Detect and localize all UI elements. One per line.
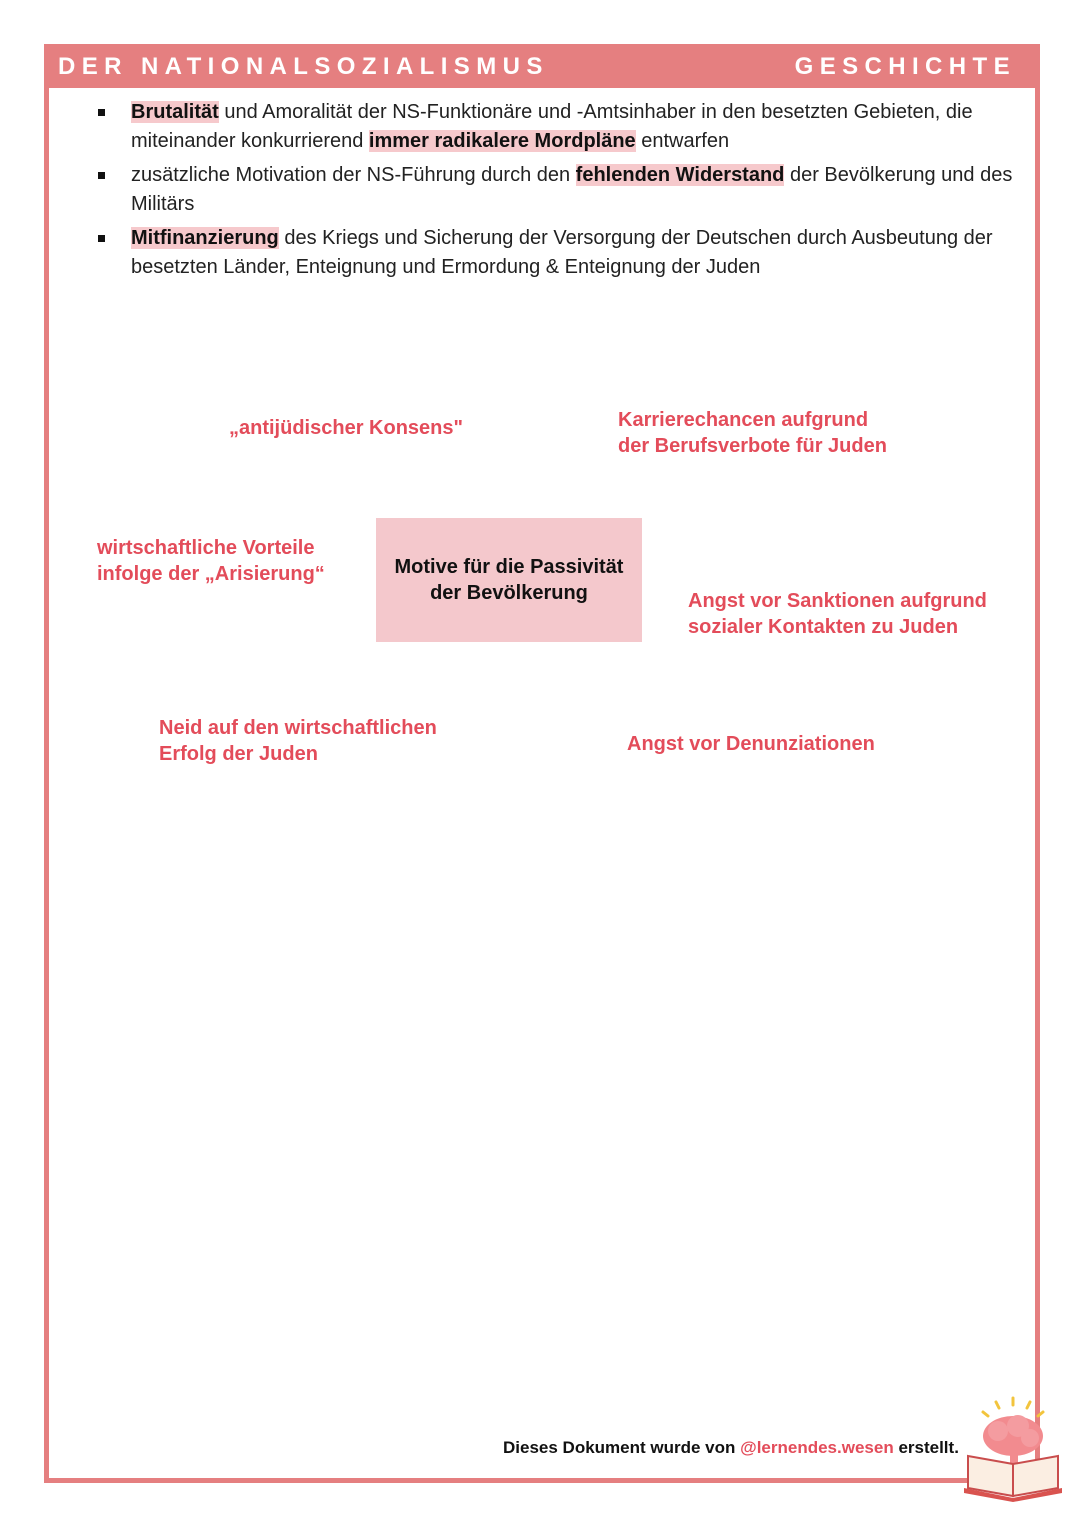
- mindmap-center: [376, 518, 642, 642]
- bullet-list: [96, 98, 1016, 287]
- motive-wirtschaft-line1: wirtschaftliche Vorteile: [97, 537, 315, 559]
- bullet-text: und Amoralität der NS-Funktionäre und -Amtsinhaber in den besetzten Gebieten, die miteinander konkurrierend: [131, 101, 973, 152]
- header-title-left: DER NATIONALSOZIALISMUS: [58, 53, 549, 80]
- footer-suffix: erstellt.: [893, 1438, 959, 1457]
- motive-neid: [159, 715, 437, 767]
- highlight-text: Mitfinanzierung: [131, 227, 279, 249]
- motive-karriere: [618, 407, 887, 459]
- bullet-square-icon: [98, 172, 105, 179]
- motive-konsens-text: „antijüdischer Konsens": [229, 417, 463, 439]
- motive-denunziation: [627, 731, 875, 757]
- motive-karriere-line2: der Berufsverbote für Juden: [618, 435, 887, 457]
- bullet-item: [96, 98, 1016, 156]
- motive-karriere-line1: Karrierechancen aufgrund: [618, 409, 869, 431]
- bullet-text: zusätzliche Motivation der NS-Führung durch den: [131, 164, 576, 186]
- footer-credit: [503, 1438, 959, 1458]
- motive-wirtschaft: [97, 535, 325, 587]
- motive-konsens: [229, 415, 463, 441]
- motive-denunziation-text: Angst vor Denunziationen: [627, 733, 875, 755]
- bullet-text: der Bevölkerung und des Militärs: [131, 164, 1013, 215]
- footer-handle-link[interactable]: @lernendes.wesen: [740, 1438, 894, 1457]
- brain-book-logo-icon: [958, 1396, 1068, 1502]
- motive-sanktionen-line2: sozialer Kontakten zu Juden: [688, 616, 959, 638]
- footer-prefix: Dieses Dokument wurde von: [503, 1438, 741, 1457]
- bullet-text: entwarfen: [635, 130, 730, 152]
- motive-sanktionen-line1: Angst vor Sanktionen aufgrund: [688, 590, 987, 612]
- page-header: [44, 44, 1036, 88]
- motive-neid-line1: Neid auf den wirtschaftlichen: [159, 717, 437, 739]
- motive-neid-line2: Erfolg der Juden: [159, 743, 318, 765]
- motive-wirtschaft-line2: infolge der „Arisierung“: [97, 563, 325, 585]
- mindmap-center-line1: Motive für die Passivität: [394, 556, 624, 578]
- bullet-item: [96, 161, 1016, 219]
- bullet-square-icon: [98, 109, 105, 116]
- bullet-item: [96, 224, 1016, 282]
- highlight-text: immer radikalere Mordpläne: [368, 130, 636, 152]
- bullet-square-icon: [98, 235, 105, 242]
- header-title-right: GESCHICHTE: [794, 53, 1016, 80]
- highlight-text: Brutalität: [131, 101, 219, 123]
- highlight-text: fehlenden Widerstand: [575, 164, 785, 186]
- bullet-text: des Kriegs und Sicherung der Versorgung der Deutschen durch Ausbeutung der besetzten Länder, Enteignung und Ermordung & Enteignung der Juden: [131, 227, 993, 278]
- motive-sanktionen: [688, 588, 987, 640]
- mindmap-center-line2: der Bevölkerung: [430, 582, 588, 604]
